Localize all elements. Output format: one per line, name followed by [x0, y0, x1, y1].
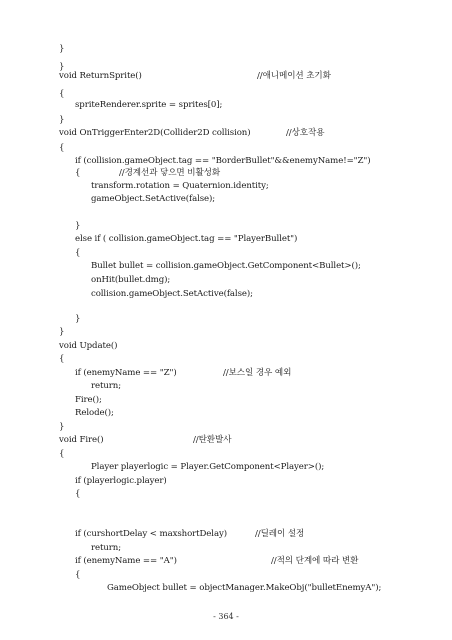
code-line: spriteRenderer.sprite = sprites[0]; [75, 100, 223, 110]
code-line: { [59, 89, 65, 99]
code-line: return; [91, 381, 122, 391]
code-line: { [59, 354, 65, 364]
code-line: { [75, 570, 81, 580]
page-number: - 364 - [213, 612, 239, 621]
code-line: return; [91, 543, 122, 553]
code-line: Player playerlogic = Player.GetComponent<Player>(); [91, 462, 325, 472]
code-line: if (curshortDelay < maxshortDelay) [75, 529, 227, 539]
code-line: { [75, 248, 81, 258]
code-line: } [59, 327, 65, 337]
code-line: if (enemyName == "Z") [75, 368, 177, 378]
code-line: Relode(); [75, 408, 114, 418]
code-line: } [59, 62, 65, 72]
code-line: GameObject bullet = objectManager.MakeObj("bulletEnemyA"); [107, 583, 382, 593]
code-line: } [75, 221, 81, 231]
code-comment: //경계선과 닿으면 비활성화 [119, 168, 221, 178]
code-line: } [59, 422, 65, 432]
code-comment: //적의 단계에 따라 변환 [271, 556, 359, 566]
code-comment: //애니메이션 초기화 [257, 71, 331, 81]
code-line: else if ( collision.gameObject.tag == "PlayerBullet") [75, 234, 298, 244]
code-line: { [75, 168, 81, 178]
code-line: } [59, 115, 65, 125]
code-line: Bullet bullet = collision.gameObject.GetComponent<Bullet>(); [91, 261, 361, 271]
code-line: } [75, 314, 81, 324]
code-comment: //딜레이 설정 [255, 529, 305, 539]
code-line: if (enemyName == "A") [75, 556, 177, 566]
code-line: collision.gameObject.SetActive(false); [91, 289, 253, 299]
code-line: } [59, 44, 65, 54]
code-line: void OnTriggerEnter2D(Collider2D collision) [59, 128, 251, 138]
code-line: onHit(bullet.dmg); [91, 275, 171, 285]
code-comment: //보스일 경우 예외 [223, 368, 292, 378]
code-line: transform.rotation = Quaternion.identity; [91, 181, 269, 191]
code-line: { [59, 449, 65, 459]
code-comment: //상호작용 [286, 128, 325, 138]
code-comment: //탄환발사 [193, 435, 232, 445]
code-line: { [59, 143, 65, 153]
code-line: if (playerlogic.player) [75, 476, 167, 486]
code-line: gameObject.SetActive(false); [91, 194, 216, 204]
code-line: void Update() [59, 341, 118, 351]
code-line: void Fire() [59, 435, 104, 445]
code-line: { [75, 489, 81, 499]
code-line: if (collision.gameObject.tag == "BorderBullet"&&enemyName!="Z") [75, 156, 371, 166]
code-line: Fire(); [75, 395, 102, 405]
code-line: void ReturnSprite() [59, 71, 142, 81]
